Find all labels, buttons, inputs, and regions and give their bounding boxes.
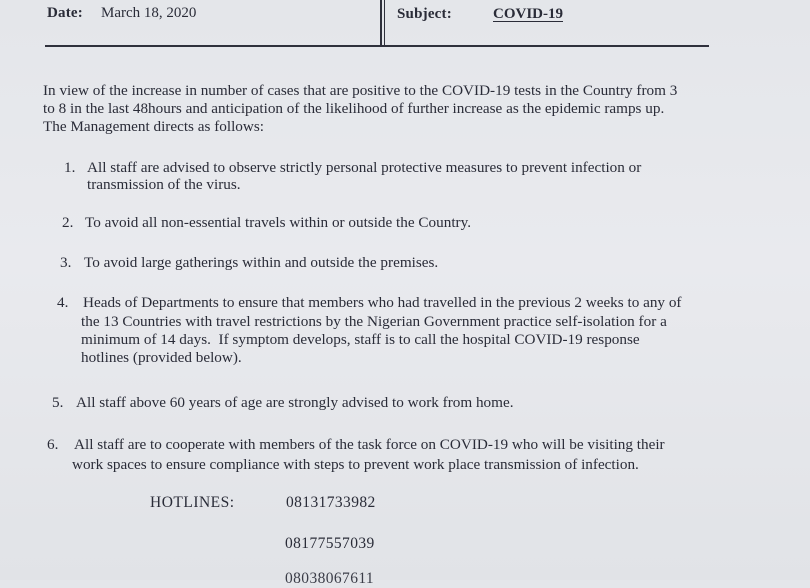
item-line: All staff above 60 years of age are strongly advised to work from home. [76, 394, 514, 411]
subject-label: Subject: [397, 6, 452, 22]
item-line: hotlines (provided below). [81, 349, 242, 366]
item-line: Heads of Departments to ensure that members who had travelled in the previous 2 weeks to any of [83, 294, 682, 311]
intro-line-2: to 8 in the last 48hours and anticipation of the likelihood of further increase as the epidemic ramps up. [43, 100, 665, 117]
intro-line-3: The Management directs as follows: [43, 118, 264, 135]
date-value: March 18, 2020 [101, 5, 197, 21]
item-line: To avoid large gatherings within and outside the premises. [84, 254, 439, 271]
item-line: minimum of 14 days. If symptom develops, staff is to call the hospital COVID-19 response [81, 331, 640, 348]
date-label: Date: [47, 5, 83, 21]
item-number: 4. [57, 294, 69, 311]
header-divider-right [384, 0, 385, 47]
item-number: 6. [47, 436, 59, 453]
item-line: the 13 Countries with travel restrictions by the Nigerian Government practice self-isolation for a [81, 313, 667, 330]
intro-line-1: In view of the increase in number of cases that are positive to the COVID-19 tests in the Country from 3 [43, 82, 678, 99]
item-line: To avoid all non-essential travels within or outside the Country. [85, 214, 472, 231]
item-line: All staff are advised to observe strictly personal protective measures to prevent infection or [87, 159, 642, 176]
item-line: work spaces to ensure compliance with steps to prevent work place transmission of infection. [72, 456, 639, 473]
item-line: All staff are to cooperate with members of the task force on COVID-19 who will be visiting their [74, 436, 665, 453]
item-number: 3. [60, 254, 72, 271]
hotline-number-2: 08177557039 [285, 535, 375, 552]
item-number: 1. [64, 159, 76, 176]
header-rule [45, 45, 709, 47]
item-number: 2. [62, 214, 74, 231]
hotline-number-1: 08131733982 [286, 494, 376, 511]
header-divider-left [380, 0, 382, 47]
subject-value: COVID-19 [493, 6, 563, 22]
item-line: transmission of the virus. [87, 176, 241, 193]
hotline-number-3: 08038067611 [285, 570, 375, 587]
item-number: 5. [52, 394, 64, 411]
hotlines-label: HOTLINES: [150, 494, 235, 511]
